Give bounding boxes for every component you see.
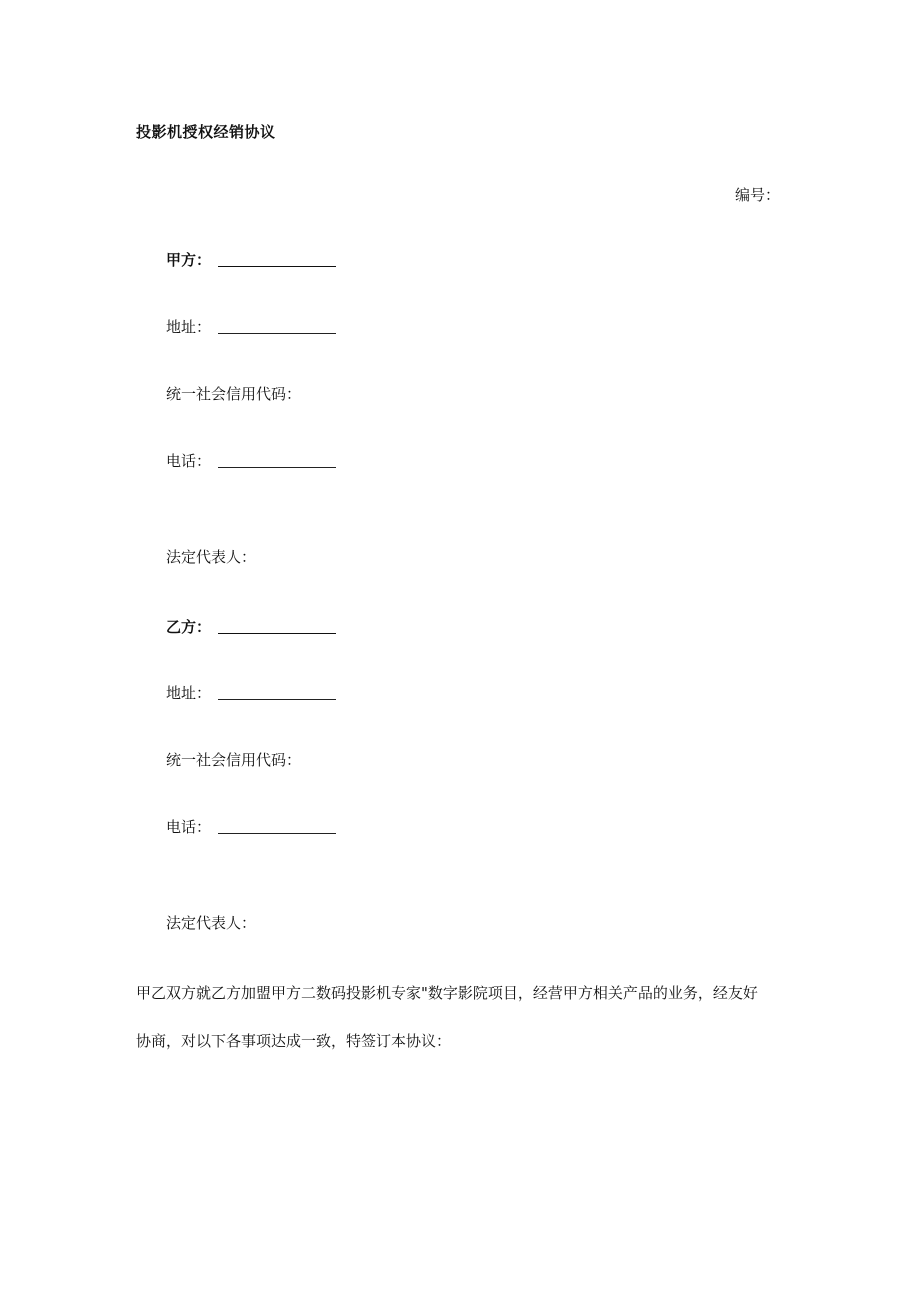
party-b-legal-rep-field xyxy=(166,913,256,933)
party-b-phone-blank xyxy=(218,817,336,834)
document-number-label: 编号： xyxy=(734,186,780,204)
party-b-address-blank xyxy=(218,683,336,700)
party-a-legal-rep-label: 法定代表人： xyxy=(166,548,257,566)
party-a-address-label: 地址： xyxy=(166,318,212,336)
document-title: 投影机授权经销协议 xyxy=(136,123,276,141)
party-b-phone-field xyxy=(166,817,211,837)
party-a-address-blank xyxy=(218,317,336,334)
party-a-name-field xyxy=(166,250,211,270)
party-a-credit-code-label: 统一社会信用代码： xyxy=(166,385,302,403)
body-paragraph-line-2: 协商，对以下各事项达成一致，特签订本协议： xyxy=(136,1032,452,1050)
party-a-phone-blank xyxy=(218,451,336,468)
party-b-address-field xyxy=(166,683,211,703)
party-b-phone-label: 电话： xyxy=(166,818,212,836)
party-a-credit-code-field xyxy=(166,384,301,404)
party-a-phone-label: 电话： xyxy=(166,452,212,470)
party-b-name-field xyxy=(166,617,211,637)
party-b-legal-rep-label: 法定代表人： xyxy=(166,914,257,932)
body-paragraph-line-1: 甲乙双方就乙方加盟甲方二数码投影机专家"数字影院项目，经营甲方相关产品的业务，经友好 xyxy=(136,984,758,1002)
party-b-address-label: 地址： xyxy=(166,684,212,702)
party-a-address-field xyxy=(166,317,211,337)
party-b-name-label: 乙方： xyxy=(166,618,212,636)
party-b-name-blank xyxy=(218,617,336,634)
party-a-name-blank xyxy=(218,250,336,267)
party-a-name-label: 甲方： xyxy=(166,251,212,269)
party-b-credit-code-field xyxy=(166,750,301,770)
party-a-legal-rep-field xyxy=(166,547,256,567)
party-a-phone-field xyxy=(166,451,211,471)
party-b-credit-code-label: 统一社会信用代码： xyxy=(166,751,302,769)
